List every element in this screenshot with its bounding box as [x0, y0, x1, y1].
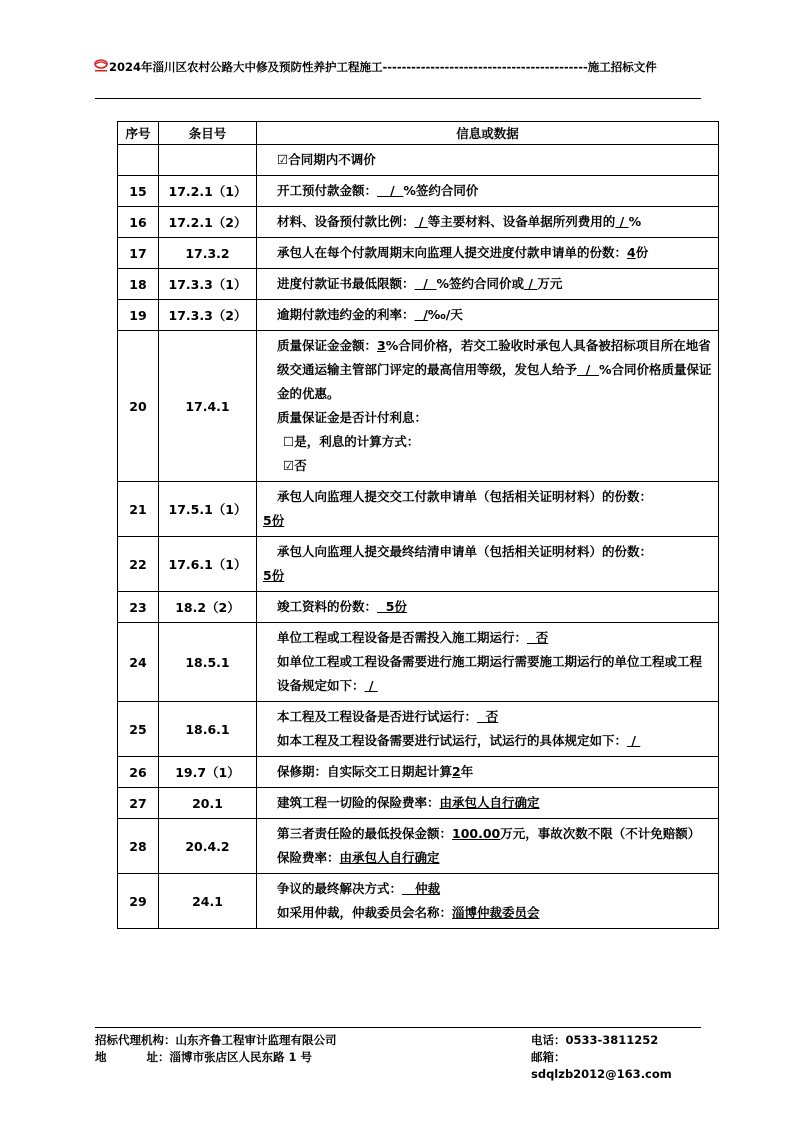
contract-data-table: [117, 121, 719, 929]
cell-text: 本工程及工程设备是否进行试运行：: [277, 709, 478, 724]
cell-text: ☑合同期内不调价: [277, 152, 376, 167]
row-number: 26: [118, 757, 159, 788]
cell-value: /: [414, 276, 437, 291]
cell-text: ☐是，利息的计算方式：: [283, 434, 420, 449]
row-number: 24: [118, 623, 159, 702]
table-header-row: [118, 122, 719, 145]
cell-text: 第三者责任险的最低投保金额：: [277, 826, 453, 841]
cell-text: ‰/天: [427, 307, 463, 322]
email-label: 邮箱：: [531, 1050, 566, 1064]
clause-number: 20.4.2: [159, 819, 257, 874]
cell-value: /: [577, 362, 599, 377]
clause-number: 17.2.1（1）: [159, 176, 257, 207]
cell-text: 逾期付款违约金的利率：: [277, 307, 415, 322]
clause-number: 20.1: [159, 788, 257, 819]
cell-value: /: [414, 307, 428, 322]
row-number: 29: [118, 874, 159, 929]
cell-text: 等主要材料、设备单据所列费用的: [427, 214, 616, 229]
header-divider: [95, 98, 701, 99]
cell-text: 如采用仲裁，仲裁委员会名称：: [277, 905, 453, 920]
cell-text: 建筑工程一切险的保险费率：: [277, 795, 440, 810]
cell-value: 淄博仲裁委员会: [452, 905, 540, 920]
cell-value: 由承包人自行确定: [339, 850, 440, 865]
table-row: [118, 788, 719, 819]
cell-text: %签约合同价或: [436, 276, 525, 291]
cell-text: 质量保证金是否计付利息：: [277, 410, 428, 425]
clause-number: 17.2.1（2）: [159, 207, 257, 238]
row-number: 28: [118, 819, 159, 874]
table-row: [118, 238, 719, 269]
row-number: 15: [118, 176, 159, 207]
cell-value: /: [377, 183, 404, 198]
row-number: 23: [118, 592, 159, 623]
cell-text: %: [628, 214, 642, 229]
table-row: [118, 207, 719, 238]
cell-value: 5份: [263, 513, 285, 528]
cell-value: 3: [377, 338, 386, 353]
table-row: [118, 145, 719, 176]
cell-text: %签约合同价: [403, 183, 479, 198]
table-row: [118, 537, 719, 592]
phone-number: 0533-3811252: [565, 1033, 659, 1047]
row-number: 18: [118, 269, 159, 300]
cell-text: 如本工程及工程设备需要进行试运行，试运行的具体规定如下：: [277, 733, 628, 748]
email-address: sdqlzb2012@163.com: [531, 1067, 672, 1081]
document-title: 2024年淄川区农村公路大中修及预防性养护工程施工-------------------------------------------施工招标文件: [109, 60, 657, 74]
cell-text: 进度付款证书最低限额：: [277, 276, 415, 291]
cell-text: %合同价格质量保证金的优惠。: [277, 362, 712, 401]
row-number: 27: [118, 788, 159, 819]
cell-text: 保险费率：: [277, 850, 340, 865]
address-label: 地 址：: [95, 1050, 170, 1064]
phone-label: 电话：: [531, 1033, 566, 1047]
row-number: 25: [118, 702, 159, 757]
table-row: [118, 819, 719, 874]
clause-number: 17.3.3（2）: [159, 300, 257, 331]
col-header-info: 信息或数据: [257, 122, 719, 145]
cell-value: 由承包人自行确定: [439, 795, 540, 810]
cell-value: 5份: [263, 568, 285, 583]
table-row: [118, 623, 719, 702]
cell-text: 承包人向监理人提交最终结清申请单（包括相关证明材料）的份数：: [277, 544, 653, 559]
col-header-clause: 条目号: [159, 122, 257, 145]
cell-text: 争议的最终解决方式：: [277, 881, 403, 896]
row-number: 17: [118, 238, 159, 269]
clause-number: 24.1: [159, 874, 257, 929]
cell-value: 4: [627, 245, 636, 260]
address: 淄博市张店区人民东路 1 号: [169, 1050, 313, 1064]
cell-value: 否: [527, 630, 549, 645]
cell-text: 开工预付款金额：: [277, 183, 378, 198]
page-footer: [95, 1032, 701, 1083]
cell-text: %合同价格，若交工验收时承包人具备被招标项目所在地省级交通运输主管部门评定的最高信用等级，发包人给予: [277, 338, 711, 377]
row-number: 19: [118, 300, 159, 331]
clause-number: 18.2（2）: [159, 592, 257, 623]
col-header-no: 序号: [118, 122, 159, 145]
cell-text: 材料、设备预付款比例：: [277, 214, 415, 229]
company-logo-icon: [93, 59, 109, 73]
cell-value: /: [414, 214, 428, 229]
table-row: [118, 757, 719, 788]
cell-value: /: [627, 733, 641, 748]
cell-text: 份: [635, 245, 649, 260]
table-row: [118, 331, 719, 482]
table-row: [118, 300, 719, 331]
clause-number: 17.6.1（1）: [159, 537, 257, 592]
row-number: 16: [118, 207, 159, 238]
cell-text: 如单位工程或工程设备需要进行施工期运行需要施工期运行的单位工程或工程设备规定如下：: [277, 654, 703, 693]
cell-value: 2: [452, 764, 461, 779]
table-row: [118, 176, 719, 207]
cell-value: 否: [477, 709, 499, 724]
cell-text: 万元: [537, 276, 563, 291]
cell-value: /: [524, 276, 538, 291]
clause-number: 17.4.1: [159, 331, 257, 482]
cell-text: 承包人向监理人提交交工付款申请单（包括相关证明材料）的份数：: [277, 489, 653, 504]
row-number: 22: [118, 537, 159, 592]
clause-number: 18.5.1: [159, 623, 257, 702]
cell-value: /: [615, 214, 629, 229]
page-header: [95, 60, 701, 75]
cell-value: 5份: [377, 599, 407, 614]
agency-label: 招标代理机构：: [95, 1033, 176, 1047]
cell-text: 保修期：自实际交工日期起计算: [277, 764, 453, 779]
clause-number: 17.5.1（1）: [159, 482, 257, 537]
cell-text: 年: [460, 764, 474, 779]
clause-number: 17.3.3（1）: [159, 269, 257, 300]
cell-text: ☑否: [283, 458, 307, 473]
cell-text: 单位工程或工程设备是否需投入施工期运行：: [277, 630, 528, 645]
clause-number: 17.3.2: [159, 238, 257, 269]
table-row: [118, 592, 719, 623]
cell-value: 100.00: [452, 826, 501, 841]
table-row: [118, 269, 719, 300]
cell-text: 承包人在每个付款周期末向监理人提交进度付款申请单的份数：: [277, 245, 628, 260]
row-number: 20: [118, 331, 159, 482]
cell-text: 万元，事故次数不限（不计免赔额）: [500, 826, 701, 841]
cell-text: 竣工资料的份数：: [277, 599, 378, 614]
cell-value: /: [364, 678, 378, 693]
clause-number: 19.7（1）: [159, 757, 257, 788]
table-row: [118, 702, 719, 757]
agency-name: 山东齐鲁工程审计监理有限公司: [175, 1033, 337, 1047]
table-row: [118, 482, 719, 537]
table-row: [118, 874, 719, 929]
footer-divider: [95, 1027, 701, 1028]
row-number: 21: [118, 482, 159, 537]
cell-value: 仲裁: [402, 881, 441, 896]
clause-number: 18.6.1: [159, 702, 257, 757]
cell-text: 质量保证金金额：: [277, 338, 378, 353]
